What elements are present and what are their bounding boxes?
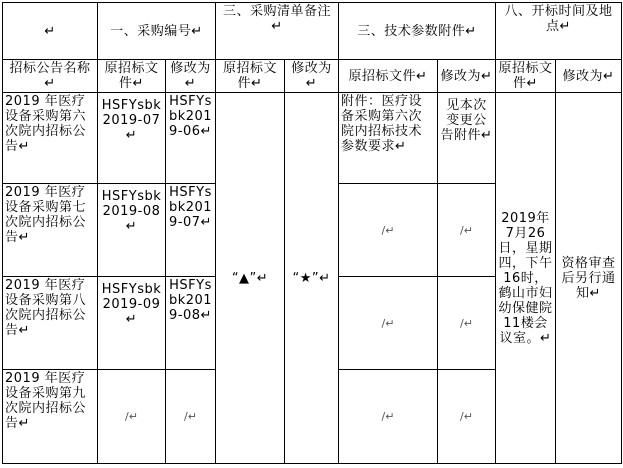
orig-tech-text: /↵ (381, 410, 395, 423)
header-opening-time-place: 八、开标时间及地点↵ (496, 3, 622, 60)
header-modify-time: 修改为↵ (556, 60, 622, 93)
orig-tech-cell: 附件：医疗设备采购第六次院内招标技术参数要求↵ (339, 93, 438, 184)
new-code-cell: HSFYsbk2019-06↵ (166, 93, 216, 184)
header-orig-file-tech: 原招标文件↵ (339, 60, 438, 93)
notice-name-cell: 2019 年医疗设备采购第九次院内招标公告↵ (3, 370, 98, 464)
orig-code-text: HSFYsbk2019-07↵ (101, 98, 162, 143)
orig-tech-text: /↵ (381, 223, 395, 237)
new-tech-cell (438, 93, 496, 184)
tender-amendment-table (2, 2, 622, 464)
orig-code-text: HSFYsbk2019-08↵ (101, 189, 162, 234)
orig-tech-cell (339, 277, 438, 370)
header-modify-list: 修改为↵ (285, 60, 339, 93)
orig-tech-text: /↵ (381, 316, 395, 330)
header-procurement-code: 一、采购编号↵ (98, 3, 216, 60)
notice-name-cell: 2019 年医疗设备采购第七次院内招标公告↵ (3, 184, 98, 277)
new-tech-cell (438, 184, 496, 277)
new-tech-text: 见本次变更公告附件↵ (440, 98, 493, 143)
orig-tech-cell (339, 370, 438, 464)
orig-code-cell (98, 184, 166, 277)
header-modify-tech: 修改为↵ (438, 60, 496, 93)
header-modify-code: 修改为↵ (166, 60, 216, 93)
new-code-cell: HSFYsbk2019-08↵ (166, 277, 216, 370)
orig-code-text: /↵ (125, 410, 138, 423)
new-tech-text: /↵ (460, 316, 473, 330)
header-row-top (3, 3, 622, 60)
header-orig-file-time: 原招标文件↵ (496, 60, 556, 93)
new-code-cell (166, 370, 216, 464)
orig-tech-cell (339, 184, 438, 277)
header-orig-file-code: 原招标文件↵ (98, 60, 166, 93)
orig-code-cell (98, 370, 166, 464)
new-code-cell: HSFYsbk2019-07↵ (166, 184, 216, 277)
header-notice-name: 招标公告名称↵ (3, 60, 98, 93)
new-tech-text: /↵ (460, 410, 473, 423)
orig-list-note-cell: “▲”↵ (216, 93, 285, 464)
new-tech-cell (438, 277, 496, 370)
orig-code-cell (98, 277, 166, 370)
header-tech-params: 三、技术参数附件↵ (339, 3, 496, 60)
new-tech-cell (438, 370, 496, 464)
orig-time-place-cell: 2019年7月26日，星期四，下午16时，鹤山市妇幼保健院11楼会议室。↵ (496, 93, 556, 464)
header-row-sub (3, 60, 622, 93)
header-list-note: 三、采购清单备注↵ (216, 3, 339, 60)
new-tech-text: /↵ (460, 223, 473, 237)
notice-name-cell: 2019 年医疗设备采购第八次院内招标公告↵ (3, 277, 98, 370)
orig-code-text: HSFYsbk2019-09↵ (101, 282, 162, 327)
table-row (3, 93, 622, 184)
header-corner-cell: ↵ (3, 3, 98, 60)
header-orig-file-list: 原招标文件↵ (216, 60, 285, 93)
notice-name-cell: 2019 年医疗设备采购第六次院内招标公告↵ (3, 93, 98, 184)
orig-code-cell (98, 93, 166, 184)
new-time-place-cell: 资格审查后另行通知↵ (556, 93, 622, 464)
new-code-text: /↵ (184, 410, 197, 423)
new-list-note-cell: “★”↵ (285, 93, 339, 464)
